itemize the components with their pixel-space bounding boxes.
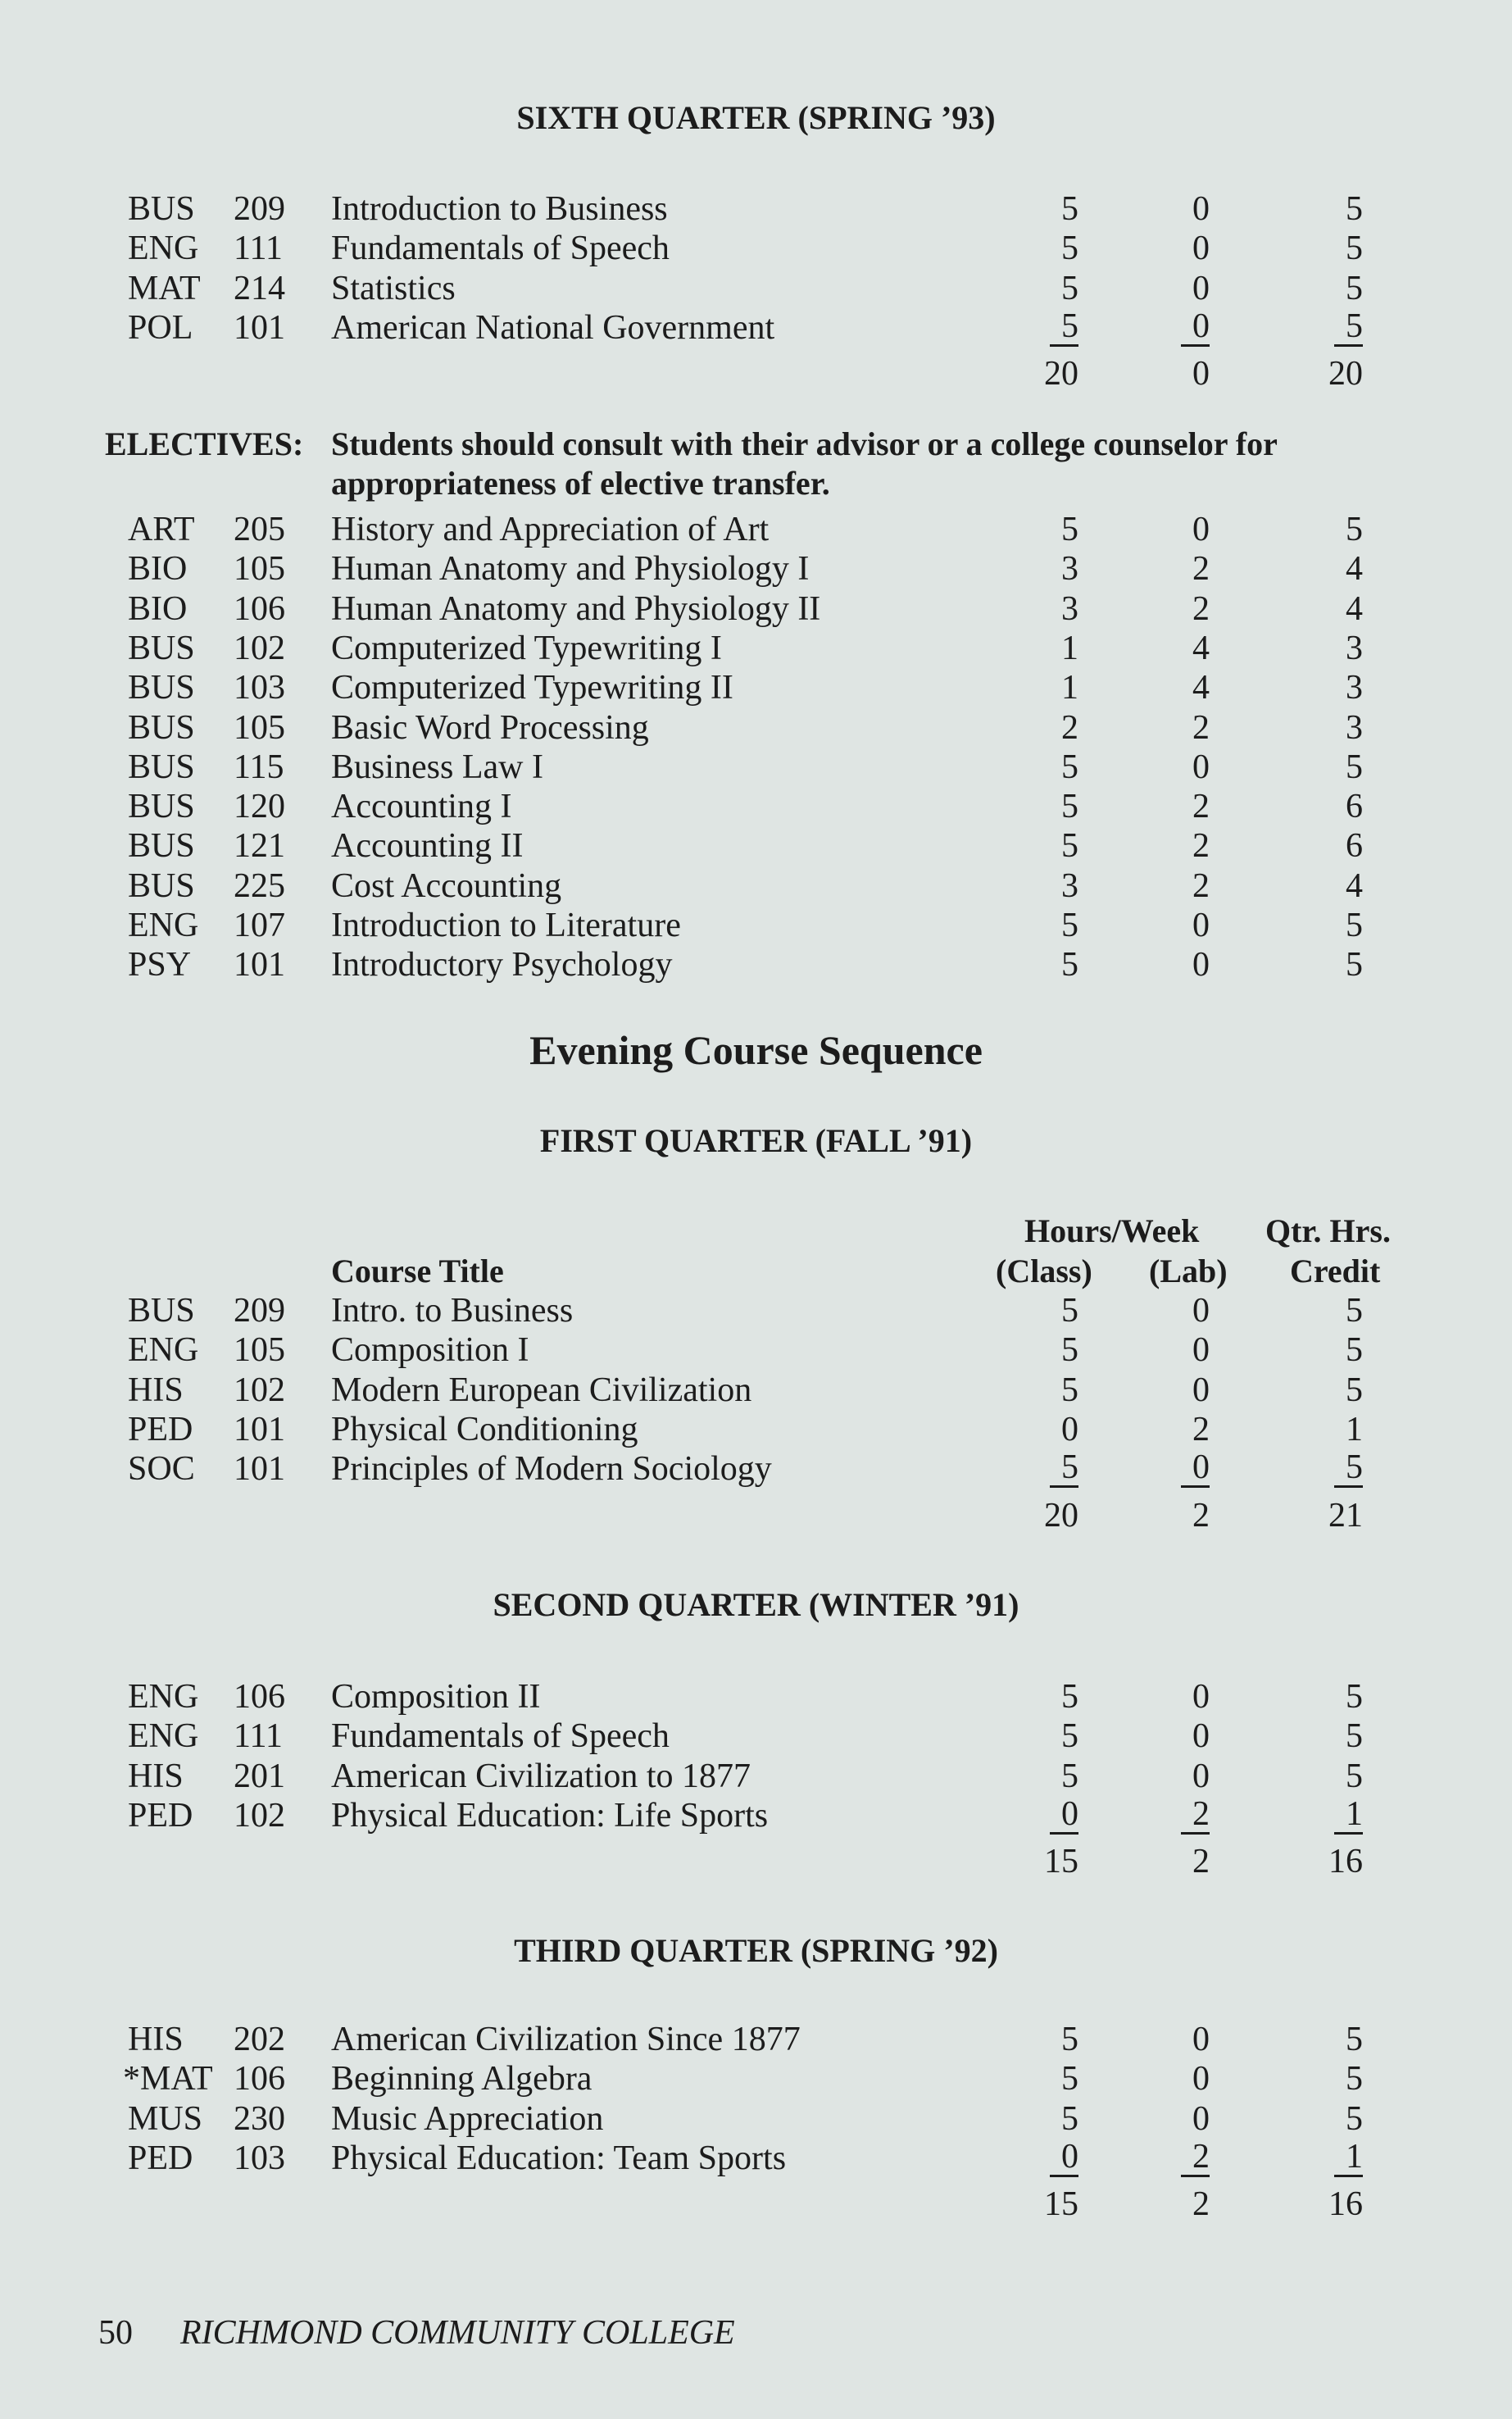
- lab-hours: 0: [1192, 190, 1210, 228]
- class-hours: 1: [1061, 629, 1078, 667]
- header-hours-week: Hours/Week: [1024, 1212, 1200, 1249]
- lab-hours: 0: [1192, 230, 1210, 268]
- credit-hours: 5: [1346, 269, 1363, 307]
- course-title: Introduction to Business: [331, 190, 668, 228]
- total-class-hours: 20: [1044, 355, 1078, 393]
- credit-hours: 5: [1334, 1449, 1363, 1488]
- course-row: [0, 1330, 1512, 1370]
- course-number: 107: [234, 907, 285, 944]
- lab-hours: 0: [1192, 1371, 1210, 1409]
- course-number: 205: [234, 511, 285, 548]
- class-hours: 5: [1061, 190, 1078, 228]
- class-hours: 5: [1061, 748, 1078, 786]
- credit-hours: 1: [1334, 2139, 1363, 2177]
- header-lab: (Lab): [1149, 1253, 1228, 1289]
- course-title: Physical Education: Team Sports: [331, 2139, 787, 2177]
- course-dept: PED: [128, 1796, 193, 1835]
- course-dept: BIO: [128, 589, 188, 628]
- total-lab-hours: 2: [1192, 2185, 1210, 2224]
- credit-hours: 1: [1346, 1410, 1363, 1448]
- class-hours: 5: [1061, 946, 1078, 984]
- course-number: 102: [234, 629, 285, 667]
- second-quarter-title: SECOND QUARTER (WINTER ’91): [493, 1586, 1019, 1623]
- lab-hours: 0: [1192, 1757, 1210, 1795]
- credit-hours: 5: [1346, 1717, 1363, 1756]
- lab-hours: 4: [1192, 669, 1210, 707]
- course-row: [0, 2020, 1512, 2059]
- course-row: [0, 1449, 1512, 1489]
- course-row: [0, 1796, 1512, 1835]
- lab-hours: 0: [1192, 907, 1210, 944]
- course-number: 201: [234, 1757, 285, 1795]
- credit-hours: 5: [1334, 308, 1363, 347]
- course-number: 105: [234, 550, 285, 589]
- lab-hours: 0: [1192, 1717, 1210, 1756]
- course-row: [0, 549, 1512, 589]
- course-number: 115: [234, 748, 284, 786]
- course-title: Fundamentals of Speech: [331, 1717, 670, 1756]
- course-title: Cost Accounting: [331, 866, 562, 905]
- class-hours: 2: [1061, 708, 1078, 747]
- class-hours: 0: [1061, 1410, 1078, 1448]
- total-lab-hours: 2: [1192, 1496, 1210, 1535]
- course-title: American Civilization Since 1877: [331, 2021, 801, 2058]
- electives-note-line1: Students should consult with their advisor or a college counselor for: [331, 425, 1278, 462]
- course-row: [0, 2139, 1512, 2178]
- course-title: Human Anatomy and Physiology II: [331, 589, 821, 628]
- class-hours: 5: [1061, 2021, 1078, 2058]
- sixth-quarter-title: SIXTH QUARTER (SPRING ’93): [516, 99, 996, 136]
- class-hours: 3: [1061, 589, 1078, 628]
- lab-hours: 0: [1192, 511, 1210, 548]
- class-hours: 5: [1061, 1717, 1078, 1756]
- lab-hours: 0: [1192, 269, 1210, 307]
- course-dept: POL: [128, 308, 193, 347]
- header-qtr-hrs: Qtr. Hrs.: [1265, 1212, 1391, 1249]
- totals-row: [0, 1842, 1512, 1881]
- credit-hours: 4: [1346, 550, 1363, 589]
- course-row: [0, 1716, 1512, 1756]
- course-number: 209: [234, 190, 285, 228]
- lab-hours: 0: [1192, 946, 1210, 984]
- course-row: [0, 589, 1512, 629]
- course-dept: BUS: [128, 190, 195, 228]
- header-class: (Class): [996, 1253, 1092, 1289]
- electives-label: ELECTIVES:: [105, 425, 304, 462]
- course-row: [0, 189, 1512, 229]
- credit-hours: 5: [1346, 230, 1363, 268]
- course-dept: SOC: [128, 1450, 195, 1489]
- course-row: [0, 1371, 1512, 1410]
- course-row: [0, 629, 1512, 668]
- course-row: [0, 748, 1512, 787]
- total-credit-hours: 21: [1328, 1496, 1363, 1535]
- course-dept: BUS: [128, 866, 195, 905]
- class-hours: 5: [1061, 1292, 1078, 1330]
- course-number: 230: [234, 2099, 285, 2138]
- course-title: Computerized Typewriting II: [331, 669, 733, 707]
- course-number: 106: [234, 2060, 285, 2098]
- course-number: 120: [234, 788, 285, 826]
- totals-row: [0, 2185, 1512, 2224]
- course-dept: BIO: [128, 550, 188, 589]
- course-title: History and Appreciation of Art: [331, 511, 770, 548]
- course-row: [0, 1410, 1512, 1449]
- lab-hours: 0: [1192, 2060, 1210, 2098]
- credit-hours: 3: [1346, 629, 1363, 667]
- credit-hours: 5: [1346, 2060, 1363, 2098]
- class-hours: 5: [1061, 1757, 1078, 1795]
- course-row: [0, 1757, 1512, 1796]
- lab-hours: 0: [1192, 1292, 1210, 1330]
- course-row: [0, 787, 1512, 826]
- class-hours: 5: [1061, 1678, 1078, 1716]
- third-quarter-title: THIRD QUARTER (SPRING ’92): [514, 1932, 998, 1969]
- course-title: Principles of Modern Sociology: [331, 1450, 772, 1489]
- course-dept: BUS: [128, 788, 195, 826]
- lab-hours: 2: [1181, 2139, 1210, 2177]
- course-row: [0, 1291, 1512, 1330]
- lab-hours: 0: [1181, 1449, 1210, 1488]
- class-hours: 0: [1050, 1796, 1078, 1835]
- class-hours: 5: [1050, 1449, 1078, 1488]
- total-lab-hours: 0: [1192, 355, 1210, 393]
- total-credit-hours: 16: [1328, 2185, 1363, 2224]
- course-row: [0, 866, 1512, 906]
- course-number: 111: [234, 230, 283, 268]
- course-row: [0, 269, 1512, 308]
- course-dept: ENG: [128, 1717, 199, 1756]
- lab-hours: 0: [1192, 2099, 1210, 2138]
- lab-hours: 0: [1192, 748, 1210, 786]
- lab-hours: 2: [1192, 866, 1210, 905]
- course-dept: HIS: [128, 1757, 184, 1795]
- course-dept: BUS: [128, 669, 195, 707]
- course-title: Modern European Civilization: [331, 1371, 752, 1409]
- course-dept: PSY: [128, 946, 192, 984]
- course-dept: ART: [128, 511, 195, 548]
- electives-note-line2: appropriateness of elective transfer.: [331, 465, 830, 502]
- course-dept: ENG: [128, 907, 199, 944]
- course-row: [0, 2099, 1512, 2139]
- credit-hours: 5: [1346, 1678, 1363, 1716]
- course-title: Statistics: [331, 269, 456, 307]
- credit-hours: 5: [1346, 2021, 1363, 2058]
- header-credit: Credit: [1290, 1253, 1381, 1289]
- class-hours: 5: [1061, 1331, 1078, 1370]
- course-title: Business Law I: [331, 748, 543, 786]
- course-number: 105: [234, 708, 285, 747]
- credit-hours: 6: [1346, 827, 1363, 866]
- course-number: 209: [234, 1292, 285, 1330]
- course-row: [0, 510, 1512, 549]
- total-credit-hours: 16: [1328, 1843, 1363, 1881]
- credit-hours: 3: [1346, 669, 1363, 707]
- credit-hours: 4: [1346, 589, 1363, 628]
- credit-hours: 4: [1346, 866, 1363, 905]
- course-number: 106: [234, 1678, 285, 1716]
- lab-hours: 0: [1192, 2021, 1210, 2058]
- lab-hours: 4: [1192, 629, 1210, 667]
- evening-sequence-title: Evening Course Sequence: [529, 1027, 983, 1073]
- lab-hours: 0: [1181, 308, 1210, 347]
- header-course-title: Course Title: [331, 1253, 504, 1289]
- course-number: 101: [234, 308, 285, 347]
- course-row: [0, 826, 1512, 866]
- course-number: 103: [234, 669, 285, 707]
- course-title: American Civilization to 1877: [331, 1757, 751, 1795]
- credit-hours: 5: [1346, 946, 1363, 984]
- course-number: 102: [234, 1371, 285, 1409]
- course-dept: ENG: [128, 1678, 199, 1716]
- course-number: 225: [234, 866, 285, 905]
- course-number: 111: [234, 1717, 283, 1756]
- lab-hours: 2: [1192, 1410, 1210, 1448]
- class-hours: 5: [1061, 827, 1078, 866]
- course-number: 121: [234, 827, 285, 866]
- course-dept: HIS: [128, 1371, 184, 1409]
- course-dept: BUS: [128, 708, 195, 747]
- course-title: Fundamentals of Speech: [331, 230, 670, 268]
- credit-hours: 5: [1346, 190, 1363, 228]
- credit-hours: 6: [1346, 788, 1363, 826]
- course-number: 202: [234, 2021, 285, 2058]
- course-title: Introduction to Literature: [331, 907, 681, 944]
- class-hours: 3: [1061, 866, 1078, 905]
- course-number: 102: [234, 1796, 285, 1835]
- course-title: Intro. to Business: [331, 1292, 574, 1330]
- credit-hours: 3: [1346, 708, 1363, 747]
- class-hours: 5: [1061, 907, 1078, 944]
- lab-hours: 2: [1192, 788, 1210, 826]
- course-dept: HIS: [128, 2021, 184, 2058]
- first-quarter-title: FIRST QUARTER (FALL ’91): [539, 1122, 973, 1159]
- course-row: [0, 668, 1512, 707]
- course-row: [0, 945, 1512, 984]
- course-title: Introductory Psychology: [331, 946, 673, 984]
- totals-row: [0, 1496, 1512, 1535]
- course-title: Composition II: [331, 1678, 541, 1716]
- credit-hours: 5: [1346, 1371, 1363, 1409]
- total-credit-hours: 20: [1328, 355, 1363, 393]
- course-dept: PED: [128, 2139, 193, 2177]
- totals-row: [0, 354, 1512, 393]
- credit-hours: 5: [1346, 511, 1363, 548]
- lab-hours: 2: [1181, 1796, 1210, 1835]
- course-title: Basic Word Processing: [331, 708, 649, 747]
- lab-hours: 2: [1192, 708, 1210, 747]
- total-class-hours: 15: [1044, 2185, 1078, 2224]
- total-class-hours: 20: [1044, 1496, 1078, 1535]
- course-dept: BUS: [128, 827, 195, 866]
- credit-hours: 5: [1346, 1757, 1363, 1795]
- class-hours: 5: [1061, 511, 1078, 548]
- course-title: Physical Conditioning: [331, 1410, 638, 1448]
- class-hours: 5: [1050, 308, 1078, 347]
- course-row: [0, 229, 1512, 268]
- course-row: [0, 1677, 1512, 1716]
- total-class-hours: 15: [1044, 1843, 1078, 1881]
- lab-hours: 0: [1192, 1331, 1210, 1370]
- class-hours: 5: [1061, 269, 1078, 307]
- course-row: [0, 308, 1512, 348]
- course-number: 101: [234, 946, 285, 984]
- class-hours: 3: [1061, 550, 1078, 589]
- course-title: Computerized Typewriting I: [331, 629, 722, 667]
- course-number: 105: [234, 1331, 285, 1370]
- credit-hours: 5: [1346, 907, 1363, 944]
- lab-hours: 2: [1192, 550, 1210, 589]
- lab-hours: 2: [1192, 827, 1210, 866]
- course-dept: MAT: [128, 269, 201, 307]
- course-title: Human Anatomy and Physiology I: [331, 550, 810, 589]
- lab-hours: 0: [1192, 1678, 1210, 1716]
- course-title: Physical Education: Life Sports: [331, 1796, 769, 1835]
- course-dept: ENG: [128, 230, 199, 268]
- course-dept: BUS: [128, 629, 195, 667]
- page-number: 50: [98, 2314, 133, 2352]
- course-title: Accounting II: [331, 827, 524, 866]
- course-number: 106: [234, 589, 285, 628]
- credit-hours: 5: [1346, 748, 1363, 786]
- course-title: Accounting I: [331, 788, 512, 826]
- course-row: [0, 2059, 1512, 2098]
- college-name: RICHMOND COMMUNITY COLLEGE: [180, 2314, 735, 2352]
- class-hours: 5: [1061, 1371, 1078, 1409]
- class-hours: 5: [1061, 2060, 1078, 2098]
- course-dept: *MAT: [123, 2060, 213, 2098]
- course-dept: BUS: [128, 1292, 195, 1330]
- credit-hours: 5: [1346, 2099, 1363, 2138]
- course-dept: BUS: [128, 748, 195, 786]
- course-dept: ENG: [128, 1331, 199, 1370]
- course-number: 101: [234, 1410, 285, 1448]
- class-hours: 1: [1061, 669, 1078, 707]
- course-title: American National Government: [331, 308, 775, 347]
- class-hours: 5: [1061, 2099, 1078, 2138]
- credit-hours: 5: [1346, 1331, 1363, 1370]
- credit-hours: 1: [1334, 1796, 1363, 1835]
- class-hours: 5: [1061, 230, 1078, 268]
- course-title: Music Appreciation: [331, 2099, 604, 2138]
- lab-hours: 2: [1192, 589, 1210, 628]
- total-lab-hours: 2: [1192, 1843, 1210, 1881]
- course-number: 103: [234, 2139, 285, 2177]
- course-row: [0, 708, 1512, 748]
- class-hours: 5: [1061, 788, 1078, 826]
- course-title: Composition I: [331, 1331, 529, 1370]
- course-row: [0, 906, 1512, 945]
- class-hours: 0: [1050, 2139, 1078, 2177]
- course-title: Beginning Algebra: [331, 2060, 593, 2098]
- course-number: 214: [234, 269, 285, 307]
- credit-hours: 5: [1346, 1292, 1363, 1330]
- course-number: 101: [234, 1450, 285, 1489]
- course-dept: PED: [128, 1410, 193, 1448]
- course-dept: MUS: [128, 2099, 203, 2138]
